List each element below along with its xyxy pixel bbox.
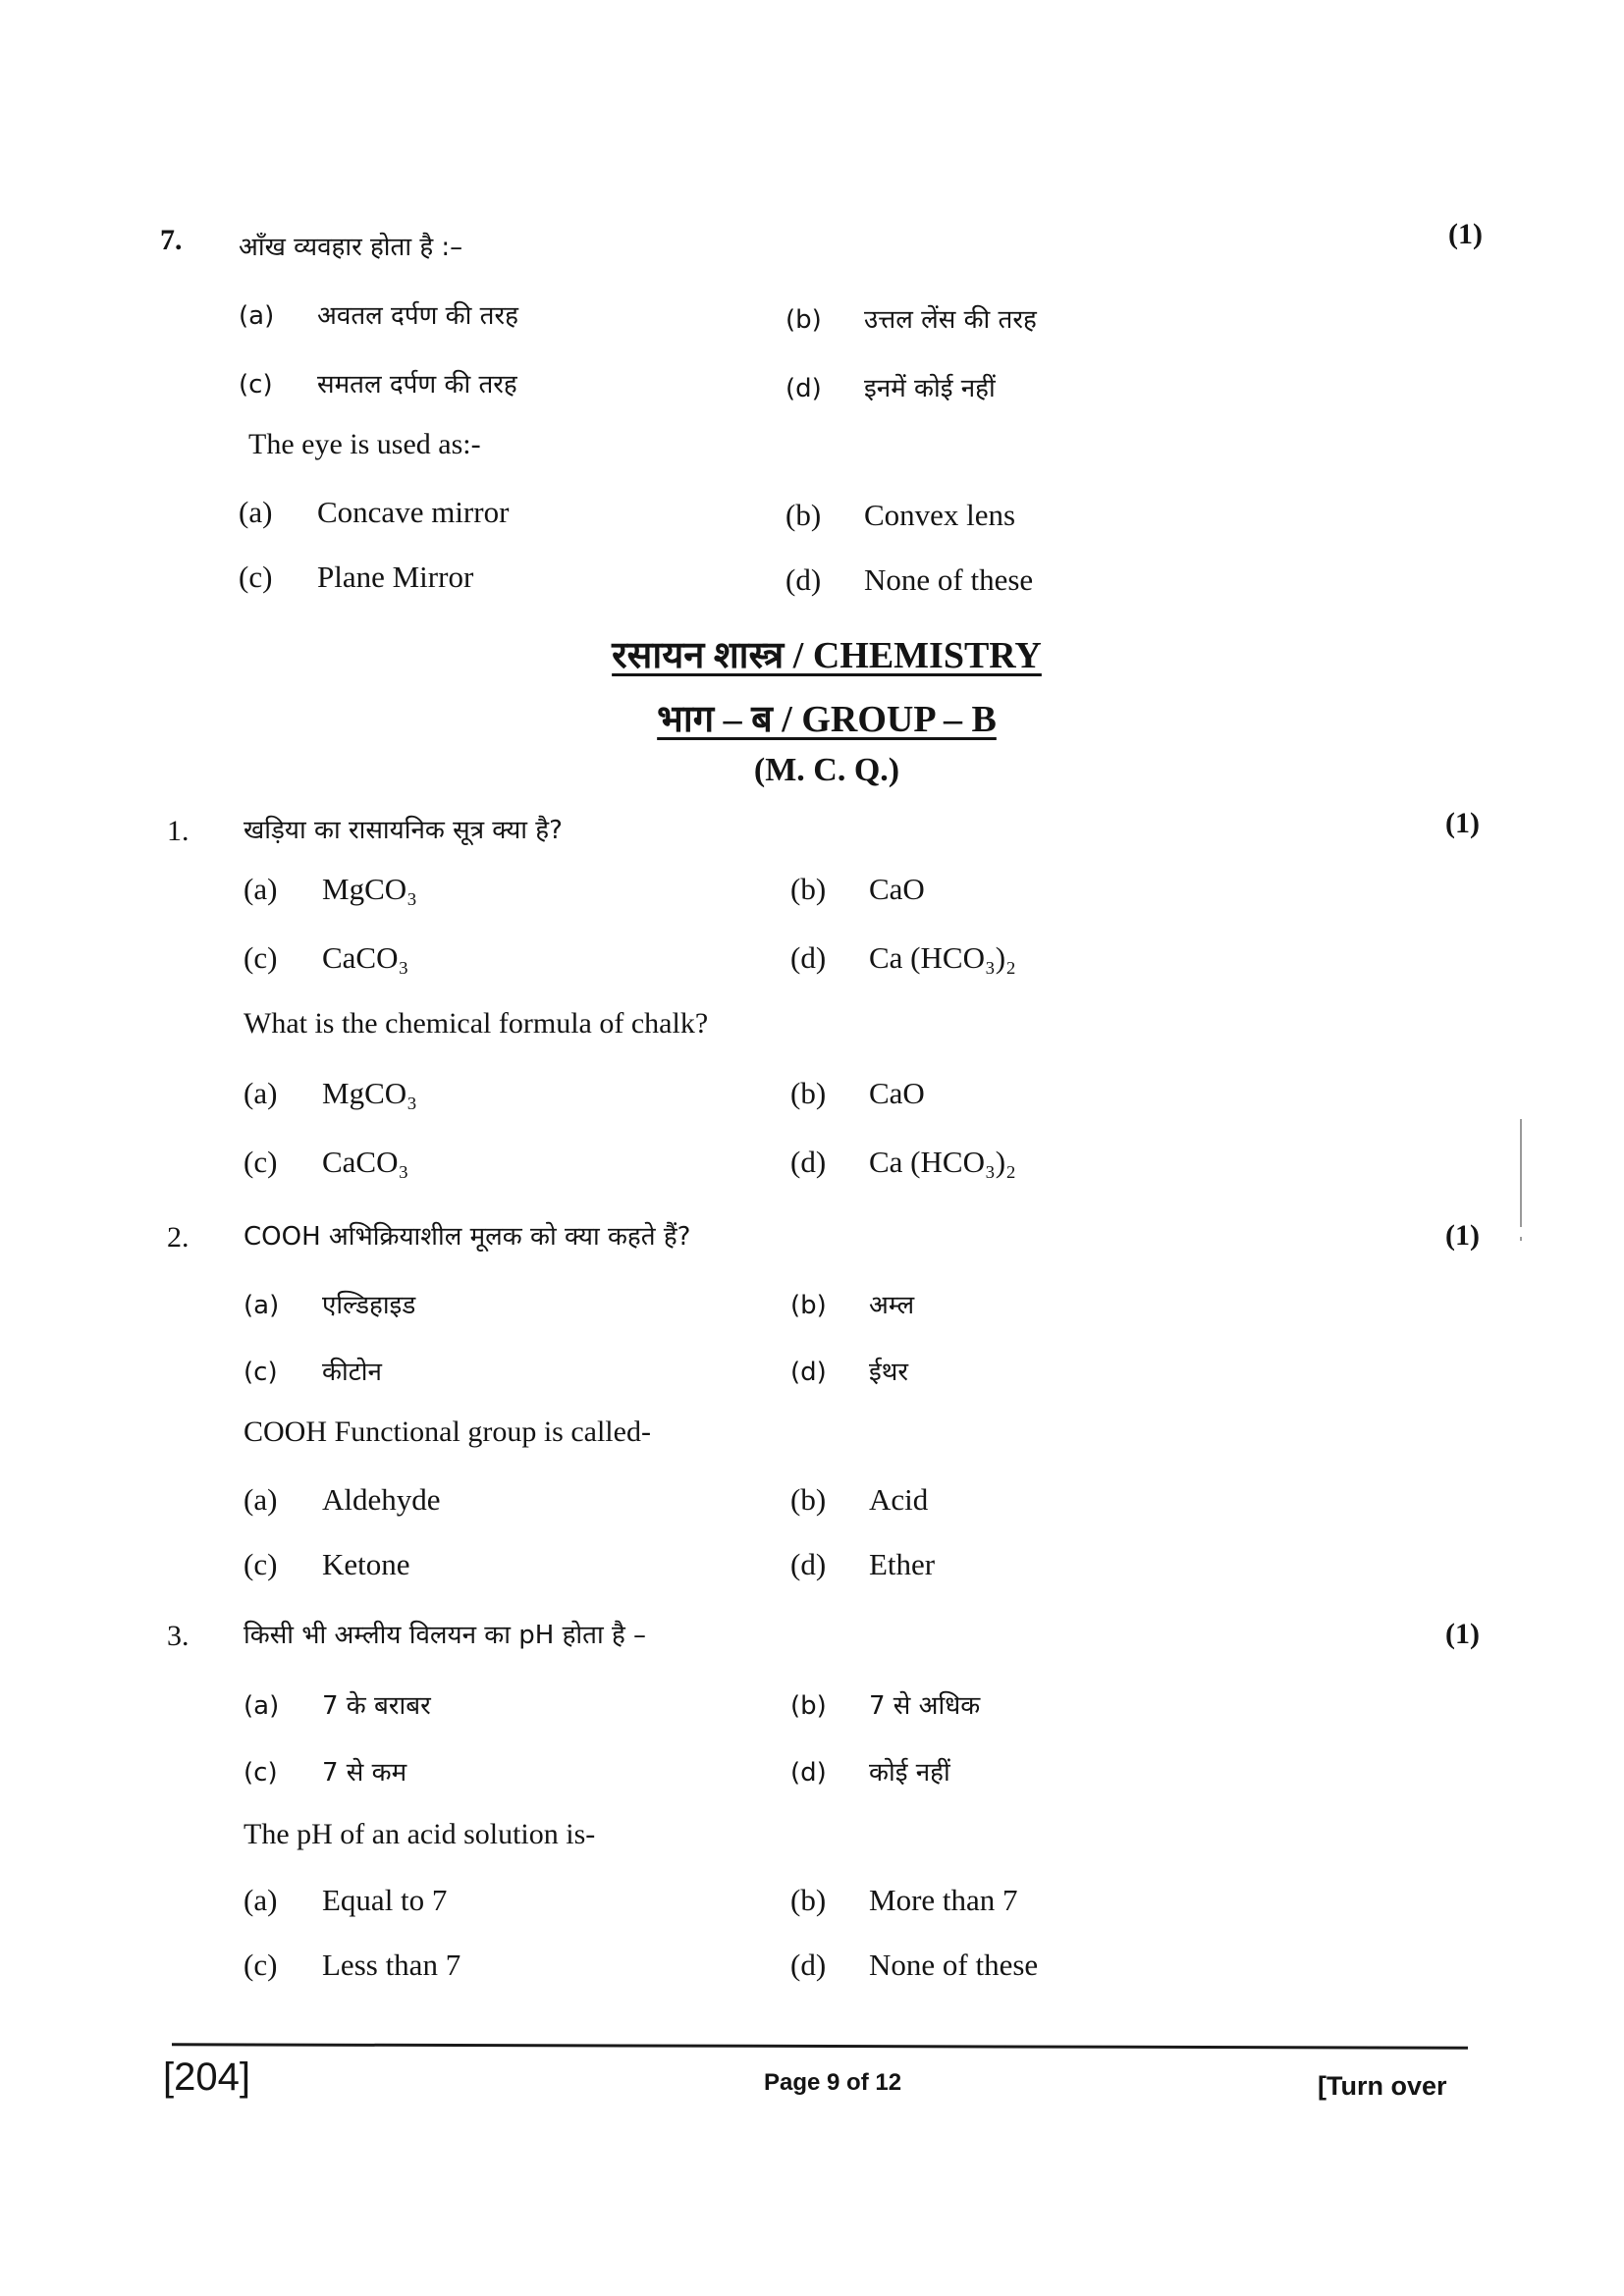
mcq-label: (M. C. Q.): [753, 752, 900, 788]
option-c-english: (c) Less than 7: [244, 1948, 461, 1982]
option-d-english: (d) None of these: [785, 562, 1034, 597]
option-c-english: (c) CaCO₃: [244, 1145, 409, 1179]
option-b-english: (b) Acid: [790, 1482, 929, 1517]
option-d-hindi: (d) कोई नहीं: [790, 1758, 950, 1788]
option-c-english: (c) Plane Mirror: [239, 560, 474, 594]
marks-badge: (1): [1445, 1219, 1480, 1252]
question-number: 7.: [160, 224, 183, 256]
question-number: 2.: [167, 1221, 189, 1254]
option-a-hindi: (a) एल्डिहाइड: [244, 1291, 416, 1320]
option-b-english: (b) CaO: [790, 1076, 925, 1110]
marks-badge: (1): [1445, 1618, 1480, 1650]
question-text-english: The pH of an acid solution is-: [244, 1818, 596, 1850]
question-text-english: The eye is used as:-: [248, 428, 481, 460]
option-d-english: (d) Ca (HCO₃)₂: [790, 1145, 1016, 1179]
question-text-english: COOH Functional group is called-: [244, 1415, 651, 1448]
option-d-hindi: (d) इनमें कोई नहीं: [785, 374, 996, 403]
question-number: 1.: [167, 815, 189, 847]
group-heading: भाग – ब / GROUP – B: [657, 699, 997, 740]
scan-margin-mark: [1520, 1237, 1522, 1241]
question-text-hindi: किसी भी अम्लीय विलयन का pH होता है –: [244, 1621, 647, 1650]
option-a-hindi: (a) अवतल दर्पण की तरह: [239, 301, 518, 331]
option-d-english: (d) None of these: [790, 1948, 1039, 1982]
option-b-hindi: (b) उत्तल लेंस की तरह: [785, 305, 1037, 335]
option-a-english: (a) Concave mirror: [239, 495, 510, 529]
option-c-hindi: (c) कीटोन: [244, 1358, 382, 1387]
option-c-hindi: (c) 7 से कम: [244, 1758, 407, 1788]
question-text-hindi: COOH अभिक्रियाशील मूलक को क्या कहते हैं?: [244, 1222, 691, 1252]
option-a-hindi: (a) 7 के बराबर: [244, 1691, 431, 1721]
option-c-hindi: (c) CaCO₃: [244, 940, 409, 975]
footer-rule: [172, 2043, 1468, 2049]
paper-code: [204]: [163, 2056, 250, 2099]
option-a-english: (a) Aldehyde: [244, 1482, 441, 1517]
question-text-hindi: खड़िया का रासायनिक सूत्र क्या है?: [244, 816, 563, 845]
option-b-hindi: (b) CaO: [790, 872, 925, 906]
question-number: 3.: [167, 1620, 189, 1652]
option-b-english: (b) Convex lens: [785, 498, 1016, 532]
option-a-hindi: (a) MgCO₃: [244, 872, 417, 906]
marks-badge: (1): [1445, 807, 1480, 839]
option-c-hindi: (c) समतल दर्पण की तरह: [239, 370, 517, 400]
option-a-english: (a) MgCO₃: [244, 1076, 417, 1110]
question-text-english: What is the chemical formula of chalk?: [244, 1007, 709, 1040]
turn-over-note: [Turn over: [1318, 2071, 1447, 2101]
option-a-english: (a) Equal to 7: [244, 1883, 448, 1917]
marks-badge: (1): [1448, 218, 1483, 250]
option-d-hindi: (d) ईथर: [790, 1358, 909, 1387]
option-b-hindi: (b) अम्ल: [790, 1291, 915, 1320]
option-b-hindi: (b) 7 से अधिक: [790, 1691, 981, 1721]
scan-margin-mark: [1520, 1119, 1522, 1227]
option-c-english: (c) Ketone: [244, 1547, 410, 1581]
page-number: Page 9 of 12: [764, 2069, 902, 2096]
option-d-english: (d) Ether: [790, 1547, 936, 1581]
option-d-hindi: (d) Ca (HCO₃)₂: [790, 940, 1016, 975]
subject-heading: रसायन शास्त्र / CHEMISTRY: [612, 635, 1042, 676]
option-b-english: (b) More than 7: [790, 1883, 1018, 1917]
question-text-hindi: आँख व्यवहार होता है :–: [239, 233, 463, 262]
